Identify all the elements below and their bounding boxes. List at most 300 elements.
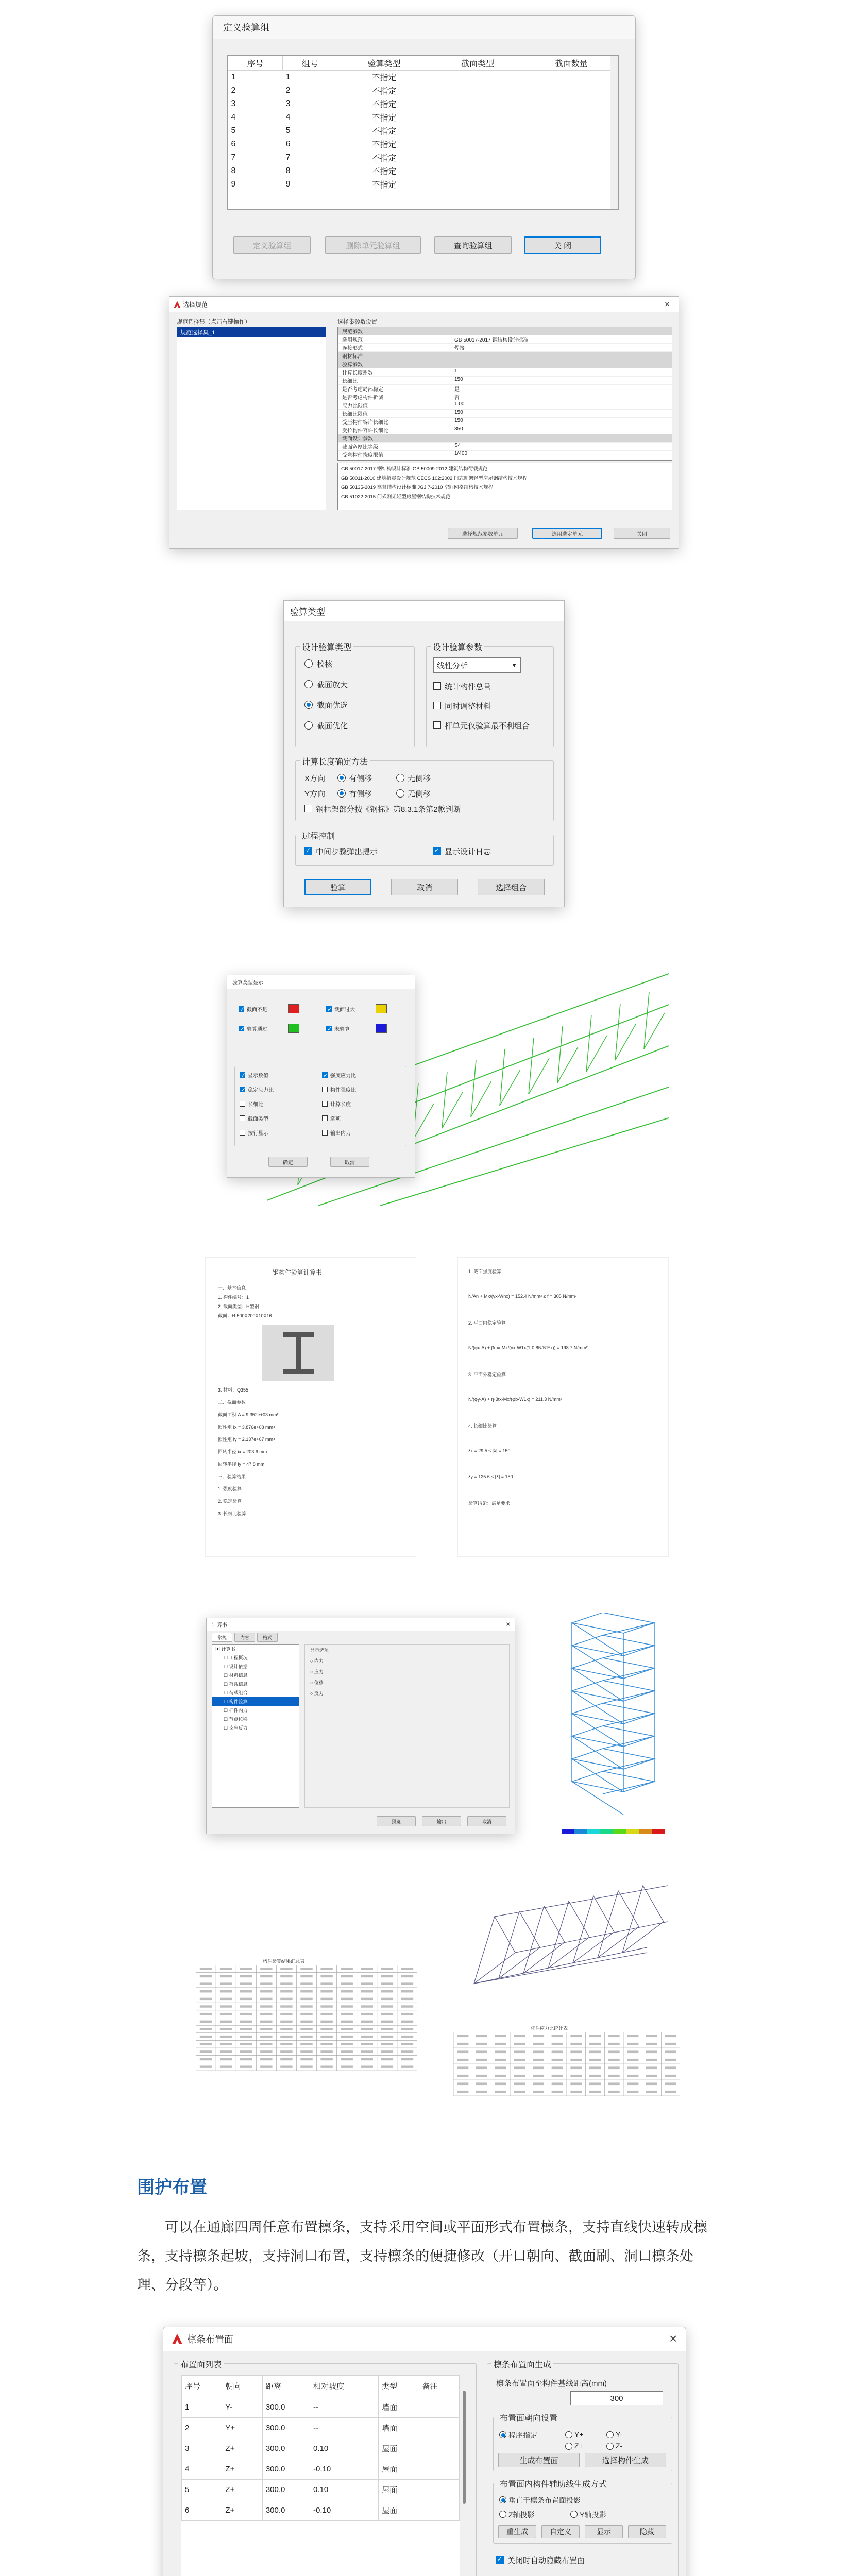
axis-action-button[interactable]: 自定义: [541, 2525, 580, 2538]
nonsway-label: 无侧移: [408, 774, 431, 783]
cancel-button[interactable]: 取消: [391, 879, 458, 895]
table-cell: 4: [285, 112, 291, 122]
table-row[interactable]: [228, 124, 618, 138]
tab[interactable]: 内容: [234, 1633, 255, 1642]
scrollbar[interactable]: [460, 2375, 469, 2576]
dialog-title: 定义验算组: [223, 23, 269, 33]
check-param-checkbox[interactable]: [433, 721, 441, 729]
dialog-title: 檩条布置面: [187, 2334, 233, 2345]
table-cell: Y-: [222, 2397, 262, 2418]
table-cell: 不指定: [371, 181, 397, 190]
table-cell: [419, 2397, 459, 2418]
report-line: 一、基本信息: [218, 1285, 246, 1291]
report-line: N/An + Mx/(γx·Wnx) = 152.4 N/mm² ≤ f = 305 N/mm²: [468, 1294, 577, 1299]
generate-plane-button[interactable]: 生成布置面: [498, 2453, 580, 2467]
display-label: 构件强度比: [330, 1088, 356, 1093]
table-row[interactable]: [182, 2418, 460, 2438]
app-logo-icon: [174, 301, 181, 308]
axis-action-button[interactable]: 重生成: [498, 2525, 536, 2538]
property-name: 受压构件容许长细比: [338, 418, 451, 426]
check-type-radio[interactable]: [304, 680, 313, 688]
table-cell: [419, 2438, 459, 2459]
table-cell: Z+: [222, 2480, 262, 2500]
table-cell: 不指定: [371, 114, 397, 123]
table-cell: [524, 71, 618, 84]
direction-label: 程序指定: [508, 2431, 537, 2439]
legend-label: 验算通过: [247, 1027, 267, 1032]
report-line: 3. 材料：Q355: [218, 1387, 249, 1393]
nonsway-label: 无侧移: [408, 790, 431, 799]
group-table[interactable]: [227, 55, 619, 210]
frame-judge-checkbox[interactable]: [304, 805, 312, 812]
define-group-button[interactable]: 定义验算组: [233, 236, 311, 254]
report-line: 1. 强度验算: [218, 1486, 242, 1492]
close-button[interactable]: 关闭: [614, 528, 670, 539]
sway-label: 有侧移: [349, 774, 372, 783]
axis-action-button[interactable]: 隐藏: [628, 2525, 666, 2538]
title-bar: [169, 297, 679, 312]
report-line: 验算结论：满足要求: [468, 1501, 511, 1506]
report-line: N/(φy·A) + η·βtx·Mx/(φb·W1x) = 211.3 N/mm²: [468, 1397, 562, 1402]
property-row[interactable]: [338, 443, 672, 451]
cancel-button[interactable]: 取消: [330, 1157, 369, 1167]
display-checkbox[interactable]: [322, 1087, 328, 1092]
title-bar: [227, 975, 415, 989]
title-bar: [207, 1618, 515, 1631]
report-line: 4. 长细比验算: [468, 1423, 497, 1429]
report-line: 2. 平面内稳定验算: [468, 1320, 506, 1326]
column-header: 截面类型: [431, 56, 524, 71]
table-cell: 不指定: [371, 167, 397, 176]
left-label: 规范选择集（点击右键操作）: [177, 319, 250, 325]
select-combo-button[interactable]: 选择组合: [478, 879, 545, 895]
direction-radio[interactable]: [565, 2443, 572, 2450]
display-checkbox[interactable]: [240, 1130, 245, 1136]
property-value: 150: [454, 418, 463, 423]
step-tip-label: 中间步骤弹出提示: [316, 848, 378, 856]
calc-book-dialog: [206, 1618, 515, 1834]
report-line: λx = 29.5 ≤ [λ] = 150: [468, 1448, 511, 1453]
axis-label: 垂直于檩条布置面投影: [508, 2496, 581, 2504]
tree-item[interactable]: ☐ 材料信息: [224, 1673, 248, 1678]
close-button[interactable]: 关 闭: [524, 236, 601, 254]
selection-set-list[interactable]: [177, 327, 326, 510]
table-cell: [524, 84, 618, 97]
check-type-radio[interactable]: [304, 659, 313, 668]
check-type-radio[interactable]: [304, 721, 313, 730]
stress-table-image: [453, 2025, 680, 2097]
table-row[interactable]: [182, 2459, 460, 2480]
axis-label: Y轴投影: [580, 2511, 606, 2519]
column-header: 截面数量: [524, 56, 618, 71]
property-row[interactable]: [338, 385, 672, 393]
report-line: 1. 截面强度验算: [468, 1269, 502, 1274]
display-label: 计算长度: [330, 1102, 351, 1108]
legend-swatch[interactable]: [376, 1024, 387, 1033]
check-param-checkbox[interactable]: [433, 682, 441, 690]
legend-checkbox[interactable]: [326, 1006, 332, 1012]
tree-item[interactable]: ☐ 荷载组合: [224, 1690, 248, 1696]
direction-radio[interactable]: [565, 2431, 572, 2438]
section-paragraph: 可以在通廊四周任意布置檩条，支持采用空间或平面形式布置檩条，支持直线快速转成檩条，支持檩条起坡，支持洞口布置，支持檩条的便捷修改（开口朝向、截面刷、洞口檩条处理、分段等）。: [137, 2219, 707, 2293]
table-row[interactable]: [228, 164, 618, 178]
report-line: 回转半径 ix = 203.6 mm: [218, 1449, 267, 1454]
property-value: 150: [454, 410, 463, 415]
property-value: GB 50017-2017 钢结构设计标准: [454, 337, 529, 343]
table-cell: 2: [231, 86, 236, 95]
property-name: 验算参数: [338, 360, 451, 368]
direction-group: 布置面朝向设置: [493, 2417, 672, 2471]
property-row[interactable]: [338, 335, 672, 344]
nonsway-radio[interactable]: [396, 774, 404, 782]
property-name: 长细比: [338, 377, 451, 384]
dialog-title: 验算类型: [290, 607, 325, 617]
table-cell: 1: [231, 72, 236, 81]
table-title: 构件验算结果汇总表: [263, 1959, 305, 1964]
tree-item[interactable]: ☐ 工程概况: [224, 1655, 248, 1660]
property-row[interactable]: [338, 368, 672, 377]
option-item[interactable]: ○ 反力: [310, 1691, 324, 1696]
property-row[interactable]: [338, 434, 672, 443]
table-cell: [431, 164, 524, 178]
report-line: 3. 长细比验算: [218, 1511, 247, 1516]
table-cell: --: [310, 2397, 379, 2418]
column-header: 类型: [379, 2376, 419, 2397]
table-cell: 6: [285, 139, 291, 148]
property-name: 钢材标准: [338, 352, 451, 360]
table-cell: 屋面: [379, 2500, 419, 2521]
table-cell: 3: [231, 99, 236, 108]
apply-button[interactable]: 选用选定单元: [532, 528, 602, 539]
title-bar: [213, 16, 635, 39]
table-row[interactable]: [182, 2397, 460, 2418]
table-row[interactable]: [228, 97, 618, 111]
property-value: 焊接: [454, 346, 465, 351]
table-row[interactable]: [228, 84, 618, 97]
table-cell: [524, 111, 618, 124]
table-row[interactable]: [228, 138, 618, 151]
note-line: GB 50135-2019 高耸结构设计标准 JGJ 7-2010 空间网格结构技术规程: [341, 485, 494, 490]
table-cell: 0.10: [310, 2438, 379, 2459]
table-cell: 不指定: [371, 87, 397, 96]
axis-action-button[interactable]: 显示: [585, 2525, 623, 2538]
property-name: 规范参数: [338, 327, 451, 335]
table-cell: [431, 84, 524, 97]
close-icon[interactable]: ✕: [664, 300, 670, 309]
check-type-label: 截面放大: [317, 681, 348, 689]
table-cell: 0.10: [310, 2480, 379, 2500]
property-value: 150: [454, 377, 463, 382]
calc-book-button[interactable]: 输出: [422, 1816, 461, 1826]
property-row[interactable]: [338, 401, 672, 410]
direction-radio[interactable]: [606, 2431, 614, 2438]
report-line: 3. 平面外稳定验算: [468, 1372, 506, 1377]
legend-swatch[interactable]: [288, 1004, 299, 1013]
property-name: 截面宽厚比等级: [338, 443, 451, 450]
table-cell: [524, 151, 618, 164]
display-checkbox[interactable]: [240, 1087, 245, 1092]
table-row[interactable]: [182, 2500, 460, 2521]
property-row[interactable]: [338, 377, 672, 385]
tower-model: [551, 1613, 675, 1844]
property-row[interactable]: [338, 360, 672, 368]
property-name: 受弯构件挠度限值: [338, 451, 451, 459]
show-log-checkbox[interactable]: [433, 847, 441, 855]
property-grid[interactable]: [337, 327, 672, 461]
table-cell: 屋面: [379, 2459, 419, 2480]
column-header: 序号: [228, 56, 283, 71]
tab[interactable]: 常规: [212, 1633, 232, 1642]
ok-button[interactable]: 确定: [268, 1157, 308, 1167]
check-type-group: 设计验算类型: [295, 646, 415, 747]
display-label: 显示数值: [248, 1073, 268, 1079]
display-checkbox[interactable]: [240, 1115, 245, 1121]
table-row[interactable]: [182, 2438, 460, 2459]
table-cell: 300.0: [262, 2459, 310, 2480]
direction-radio[interactable]: [606, 2443, 614, 2450]
scrollbar[interactable]: [610, 56, 618, 209]
table-cell: 300.0: [262, 2397, 310, 2418]
table-cell: 300.0: [262, 2500, 310, 2521]
table-cell: -0.10: [310, 2500, 379, 2521]
property-value: [451, 352, 454, 360]
auto-hide-label: 关闭时自动隐藏布置面: [507, 2556, 585, 2565]
direction-label: Z-: [616, 2442, 623, 2450]
plane-table[interactable]: [181, 2375, 469, 2576]
display-label: 输出内力: [330, 1131, 351, 1137]
axis-radio[interactable]: [499, 2511, 506, 2518]
legend-swatch[interactable]: [288, 1024, 299, 1033]
property-value: [451, 360, 454, 368]
calc-book-button[interactable]: 取消: [467, 1816, 506, 1826]
display-checkbox[interactable]: [240, 1101, 245, 1107]
table-row[interactable]: [228, 178, 618, 191]
table-cell: [431, 111, 524, 124]
select-member-generate-button[interactable]: 选择构件生成: [585, 2453, 666, 2467]
tree-view[interactable]: [212, 1644, 299, 1808]
check-button[interactable]: 验算: [304, 879, 371, 895]
table-cell: 3: [182, 2438, 222, 2459]
table-cell: 300.0: [262, 2480, 310, 2500]
tree-item[interactable]: ☐ 设计依据: [224, 1664, 248, 1669]
close-icon[interactable]: ✕: [505, 1621, 511, 1628]
table-row[interactable]: [182, 2480, 460, 2500]
dialog-title: 选择规范: [183, 301, 208, 309]
option-item[interactable]: ○ 位移: [310, 1680, 324, 1685]
sway-radio[interactable]: [337, 789, 346, 798]
nonsway-radio[interactable]: [396, 789, 404, 798]
table-cell: 不指定: [371, 74, 397, 83]
legend-label: 截面不足: [247, 1007, 267, 1013]
table-row[interactable]: [228, 111, 618, 124]
step-tip-checkbox[interactable]: [304, 847, 312, 855]
tree-item[interactable]: ☐ 节点位移: [224, 1717, 248, 1722]
table-cell: 4: [231, 112, 236, 122]
property-value: S4: [454, 443, 461, 448]
define-group-dialog: [212, 15, 636, 279]
column-header: 验算类型: [337, 56, 431, 71]
property-name: 长细比限值: [338, 410, 451, 417]
options-pane: [304, 1644, 510, 1808]
display-checkbox[interactable]: [240, 1072, 245, 1078]
column-header: 组号: [283, 56, 337, 71]
table-cell: [524, 178, 618, 191]
close-icon[interactable]: ✕: [669, 2333, 677, 2345]
display-checkbox[interactable]: [322, 1130, 328, 1136]
display-checkbox[interactable]: [322, 1101, 328, 1107]
option-item[interactable]: ○ 内力: [310, 1658, 324, 1664]
table-cell: 屋面: [379, 2438, 419, 2459]
distance-input[interactable]: 300: [570, 2391, 663, 2405]
code-notes: [337, 463, 672, 510]
table-cell: [431, 151, 524, 164]
table-row[interactable]: [228, 71, 618, 84]
legend-checkbox[interactable]: [239, 1006, 244, 1012]
column-header: 朝向: [222, 2376, 262, 2397]
axis-radio[interactable]: [570, 2511, 578, 2518]
table-cell: 不指定: [371, 154, 397, 163]
direction-label: Z+: [574, 2442, 583, 2450]
legend-checkbox[interactable]: [326, 1026, 332, 1031]
report-line: 三、验算结果: [218, 1474, 246, 1479]
table-title: 杆件应力比统计表: [531, 2026, 568, 2031]
report-line: λy = 125.6 ≤ [λ] = 150: [468, 1474, 513, 1479]
direction-radio[interactable]: [499, 2431, 506, 2438]
report-line: 截面：H-500X200X10X16: [218, 1313, 272, 1318]
property-name: 应力比限值: [338, 401, 451, 409]
select-unit-button[interactable]: 选择规范参数单元: [448, 528, 518, 539]
analysis-select[interactable]: 线性分析 ▼: [433, 657, 521, 673]
property-row[interactable]: [338, 344, 672, 352]
property-row[interactable]: [338, 393, 672, 401]
sway-radio[interactable]: [337, 774, 346, 782]
tree-item[interactable]: ▣ 计算书: [215, 1647, 235, 1652]
table-cell: --: [310, 2418, 379, 2438]
report-line: 二、截面参数: [218, 1400, 246, 1405]
table-cell: 5: [231, 126, 236, 135]
report-line: 2. 稳定验算: [218, 1499, 242, 1504]
table-cell: [419, 2418, 459, 2438]
column-header: 序号: [182, 2376, 222, 2397]
legend-swatch[interactable]: [376, 1004, 387, 1013]
table-cell: 不指定: [371, 141, 397, 149]
table-cell: [419, 2500, 459, 2521]
frame-3d-model: [453, 1850, 670, 2025]
code-select-dialog: [169, 296, 679, 549]
frame-judge-label: 钢框架部分按《钢标》第8.3.1条第2款判断: [316, 805, 461, 814]
table-cell: [431, 178, 524, 191]
property-row[interactable]: [338, 352, 672, 360]
tree-item[interactable]: ☐ 构件验算: [212, 1697, 299, 1706]
legend-checkbox[interactable]: [239, 1026, 244, 1031]
property-value: [451, 434, 454, 442]
display-checkbox[interactable]: [322, 1115, 328, 1121]
purlin-plane-dialog: [163, 2327, 686, 2576]
axis-group: 布置面内构件辅助线生成方式: [493, 2483, 672, 2544]
tree-item[interactable]: ☐ 荷载信息: [224, 1682, 248, 1687]
property-row[interactable]: [338, 426, 672, 434]
display-checkbox[interactable]: [322, 1072, 328, 1078]
auto-hide-checkbox[interactable]: [496, 2556, 504, 2564]
calc-book-button[interactable]: 预览: [377, 1816, 416, 1826]
plane-generate-group: 檩条布置面生成: [487, 2363, 679, 2576]
table-cell: 屋面: [379, 2480, 419, 2500]
axis-radio[interactable]: [499, 2496, 506, 2503]
legend-label: 未验算: [334, 1027, 350, 1032]
direction-label: Y-: [616, 2430, 622, 2438]
display-label: 按行显示: [248, 1131, 268, 1137]
sway-label: 有侧移: [349, 790, 372, 799]
dialog-title: 验算类型显示: [232, 980, 263, 986]
check-param-label: 杆单元仅验算最不利组合: [445, 722, 530, 731]
plane-list-group: 布置面列表: [174, 2363, 477, 2576]
table-cell: [419, 2480, 459, 2500]
tree-item[interactable]: ☐ 支座反力: [224, 1725, 248, 1731]
table-cell: 9: [285, 179, 291, 189]
query-group-button[interactable]: 查询验算组: [434, 236, 512, 254]
property-name: 截面设计参数: [338, 434, 451, 442]
table-cell: 墙面: [379, 2418, 419, 2438]
property-row[interactable]: [338, 327, 672, 335]
direction-label: Y方向: [304, 790, 326, 799]
table-cell: [524, 97, 618, 111]
section-drawing: [262, 1325, 334, 1381]
property-name: 计算长度系数: [338, 368, 451, 376]
column-header: 距离: [262, 2376, 310, 2397]
table-cell: 300.0: [262, 2418, 310, 2438]
chevron-down-icon: ▼: [511, 662, 517, 669]
table-row[interactable]: [228, 151, 618, 164]
summary-table-image: [196, 1958, 417, 2071]
table-cell: 1: [285, 72, 291, 81]
report-line: 回转半径 iy = 47.8 mm: [218, 1462, 265, 1467]
display-label: 截面类型: [248, 1116, 268, 1122]
direction-label: X方向: [304, 774, 326, 783]
table-cell: 墙面: [379, 2397, 419, 2418]
table-cell: 5: [285, 126, 291, 135]
report-line: 2. 截面类型：H型钢: [218, 1304, 259, 1309]
tree-item[interactable]: ☐ 杆件内力: [224, 1708, 248, 1713]
delete-group-button[interactable]: 删除单元验算组: [325, 236, 421, 254]
check-type-label: 截面优化: [317, 722, 348, 731]
display-label: 强度应力比: [330, 1073, 356, 1079]
tab[interactable]: 格式: [257, 1633, 278, 1642]
option-item[interactable]: ○ 应力: [310, 1669, 324, 1674]
check-param-checkbox[interactable]: [433, 702, 441, 709]
display-label: 长细比: [248, 1102, 263, 1108]
section-heading: 围护布置: [137, 2177, 207, 2198]
property-row[interactable]: [338, 418, 672, 426]
table-cell: 不指定: [371, 127, 397, 136]
check-param-group: 设计验算参数: [426, 646, 554, 747]
check-type-radio[interactable]: [304, 701, 313, 709]
axis-label: Z轴投影: [508, 2511, 535, 2519]
table-cell: [419, 2459, 459, 2480]
table-cell: 8: [231, 166, 236, 175]
list-item[interactable]: 规范选择集_1: [177, 327, 326, 337]
display-label: 稳定应力比: [248, 1088, 274, 1093]
table-cell: Z+: [222, 2500, 262, 2521]
property-row[interactable]: [338, 410, 672, 418]
table-cell: 7: [231, 152, 236, 162]
property-value: 否: [454, 395, 460, 401]
property-value: 1/400: [454, 451, 468, 456]
property-row[interactable]: [338, 451, 672, 459]
table-cell: -0.10: [310, 2459, 379, 2480]
report-line: 惯性矩 Iy = 2.137e+07 mm⁴: [218, 1437, 275, 1442]
title-bar: [284, 601, 564, 621]
check-param-label: 统计构件总量: [445, 683, 491, 691]
